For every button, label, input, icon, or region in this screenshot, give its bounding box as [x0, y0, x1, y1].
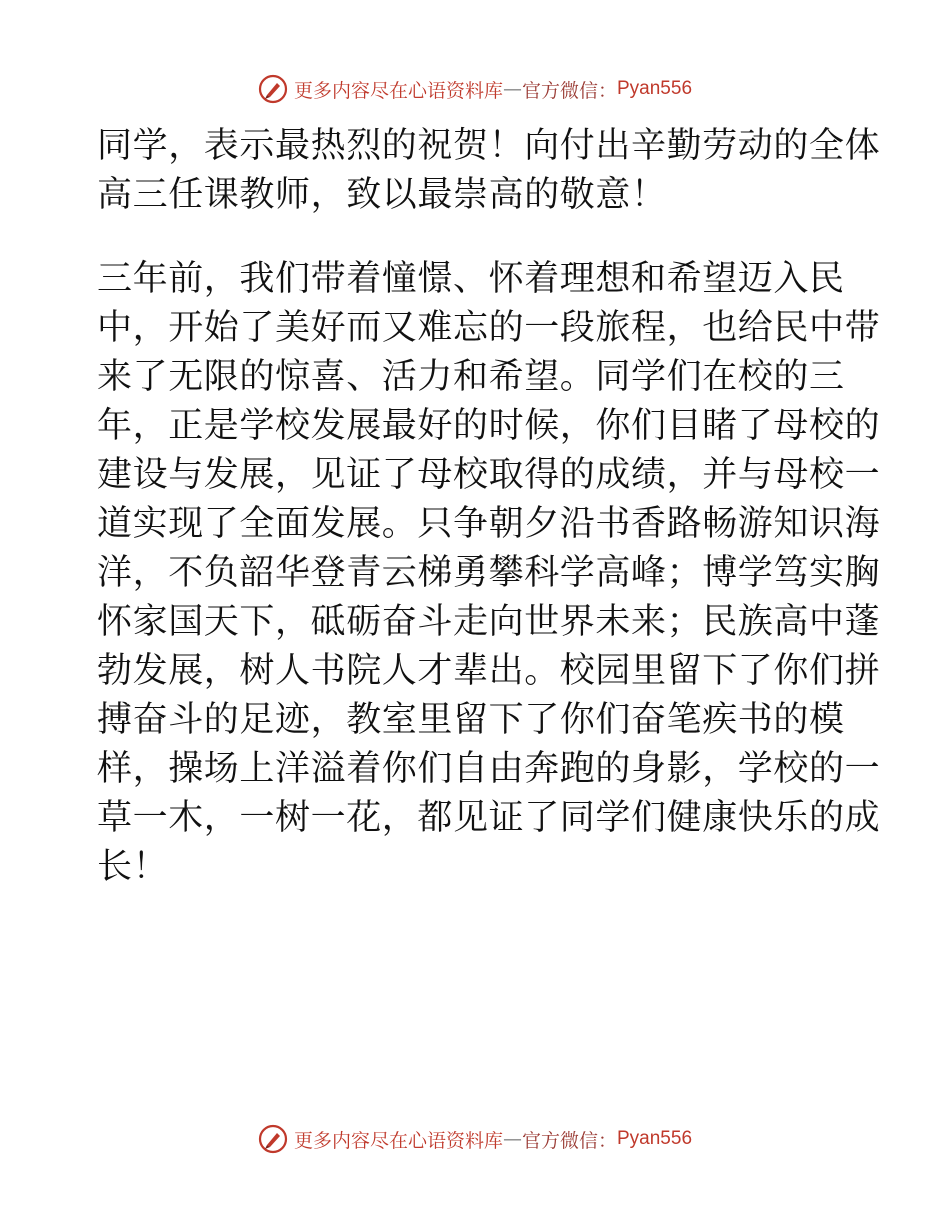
watermark-wechat-id: Pyan556	[617, 78, 693, 99]
text-line: 洋，不负韶华登青云梯勇攀科学高峰；博学笃实胸	[97, 553, 881, 593]
text-line: 中，开始了美好而又难忘的一段旅程，也给民中带	[97, 308, 881, 348]
watermark-separator: —	[502, 1128, 522, 1150]
watermark-brand: 更多内容尽在心语资料库	[293, 1129, 503, 1152]
header-watermark	[0, 74, 950, 104]
text-line: 三年前，我们带着憧憬、怀着理想和希望迈入民	[97, 259, 845, 299]
text-line: 高三任课教师，致以最崇高的敬意！	[97, 175, 667, 215]
footer-watermark	[0, 1124, 950, 1154]
text-line: 长！	[97, 847, 169, 887]
text-line: 搏奋斗的足迹，教室里留下了你们奋笔疾书的模	[97, 700, 845, 740]
paragraph-1	[97, 122, 881, 220]
text-line: 怀家国天下，砥砺奋斗走向世界未来；民族高中蓬	[97, 602, 881, 642]
text-line: 样，操场上洋溢着你们自由奔跑的身影，学校的一	[97, 749, 881, 789]
paragraph-2	[97, 255, 881, 892]
text-line: 道实现了全面发展。只争朝夕沿书香路畅游知识海	[97, 504, 881, 544]
text-line: 草一木，一树一花，都见证了同学们健康快乐的成	[97, 798, 881, 838]
text-line: 年，正是学校发展最好的时候，你们目睹了母校的	[97, 406, 881, 446]
watermark-brand: 更多内容尽在心语资料库	[293, 79, 503, 102]
text-line: 勃发展，树人书院人才辈出。校园里留下了你们拼	[97, 651, 881, 691]
watermark-separator: —	[502, 78, 522, 100]
watermark-label: 官方微信：	[521, 1129, 617, 1152]
watermark-label: 官方微信：	[521, 79, 617, 102]
pen-nib-logo-icon	[258, 74, 288, 104]
text-line: 来了无限的惊喜、活力和希望。同学们在校的三	[97, 357, 845, 397]
watermark-wechat-id: Pyan556	[617, 1128, 693, 1149]
text-line: 建设与发展，见证了母校取得的成绩，并与母校一	[97, 455, 881, 495]
text-line: 同学，表示最热烈的祝贺！向付出辛勤劳动的全体	[97, 126, 881, 166]
pen-nib-logo-icon	[258, 1124, 288, 1154]
